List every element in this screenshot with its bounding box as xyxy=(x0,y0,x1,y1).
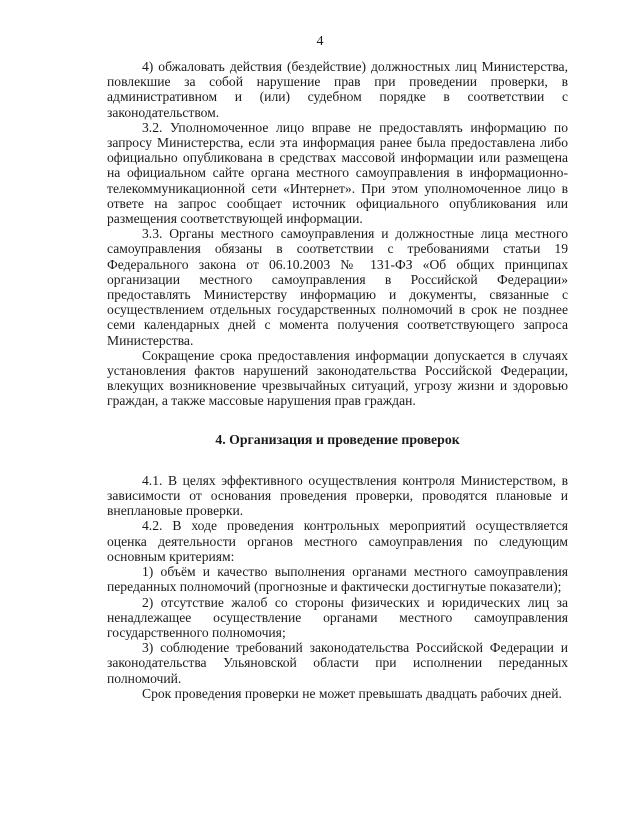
paragraph-3-3: 3.3. Органы местного самоуправления и должностные лица местного самоуправления обязаны в соответствии с требованиями статьи 19 Федерального закона от 06.10.2003 № 131-ФЗ «Об общих принципах организации местного самоуправления в Российской Федерации» предоставлять Министерству информацию и документы, связанные с осуществлением отдельных государственных полномочий в срок не позднее семи календарных дней с момента получения соответствующего запроса Министерства. xyxy=(107,226,568,348)
paragraph-term-reduction: Сокращение срока предоставления информации допускается в случаях установления фактов нарушений законодательства Российской Федерации, влекущих возникновение чрезвычайных ситуаций, угрозу жизни и здоровью граждан, а также массовые нарушения прав граждан. xyxy=(107,347,568,409)
document-body xyxy=(107,59,568,701)
paragraph-appeal-right: 4) обжаловать действия (бездействие) должностных лиц Министерства, повлекшие за собой нарушение прав при проведении проверки, в административном и (или) судебном порядке в соответствии с законодательством. xyxy=(107,59,568,120)
criterion-1: 1) объём и качество выполнения органами местного самоуправления переданных полномочий (прогнозные и фактически достигнутые показатели); xyxy=(107,564,568,595)
page-number: 4 xyxy=(316,34,324,49)
paragraph-4-2: 4.2. В ходе проведения контрольных мероприятий осуществляется оценка деятельности органов местного самоуправления по следующим основным критериям: xyxy=(107,518,568,564)
criterion-2: 2) отсутствие жалоб со стороны физических и юридических лиц за ненадлежащее осуществление органами местного самоуправления государственного полномочия; xyxy=(107,594,568,640)
paragraph-inspection-term: Срок проведения проверки не может превышать двадцать рабочих дней. xyxy=(142,685,562,701)
paragraph-4-1: 4.1. В целях эффективного осуществления контроля Министерством, в зависимости от основания проведения проверки, проводятся плановые и внеплановые проверки. xyxy=(107,472,568,519)
criterion-3: 3) соблюдение требований законодательства Российской Федерации и законодательства Ульяновской области при исполнении переданных полномочий. xyxy=(107,640,568,686)
section-heading: 4. Организация и проведение проверок xyxy=(215,431,460,447)
paragraph-3-2: 3.2. Уполномоченное лицо вправе не предоставлять информацию по запросу Министерства, если эта информация ранее была предоставлена либо официально опубликована в средствах массовой информации или размещена на официальном сайте органа местного самоуправления в информационно-телекоммуникационной сети «Интернет». При этом уполномоченное лицо в ответе на запрос сообщает источник официального опубликования или размещения соответствующей информации. xyxy=(107,119,568,227)
